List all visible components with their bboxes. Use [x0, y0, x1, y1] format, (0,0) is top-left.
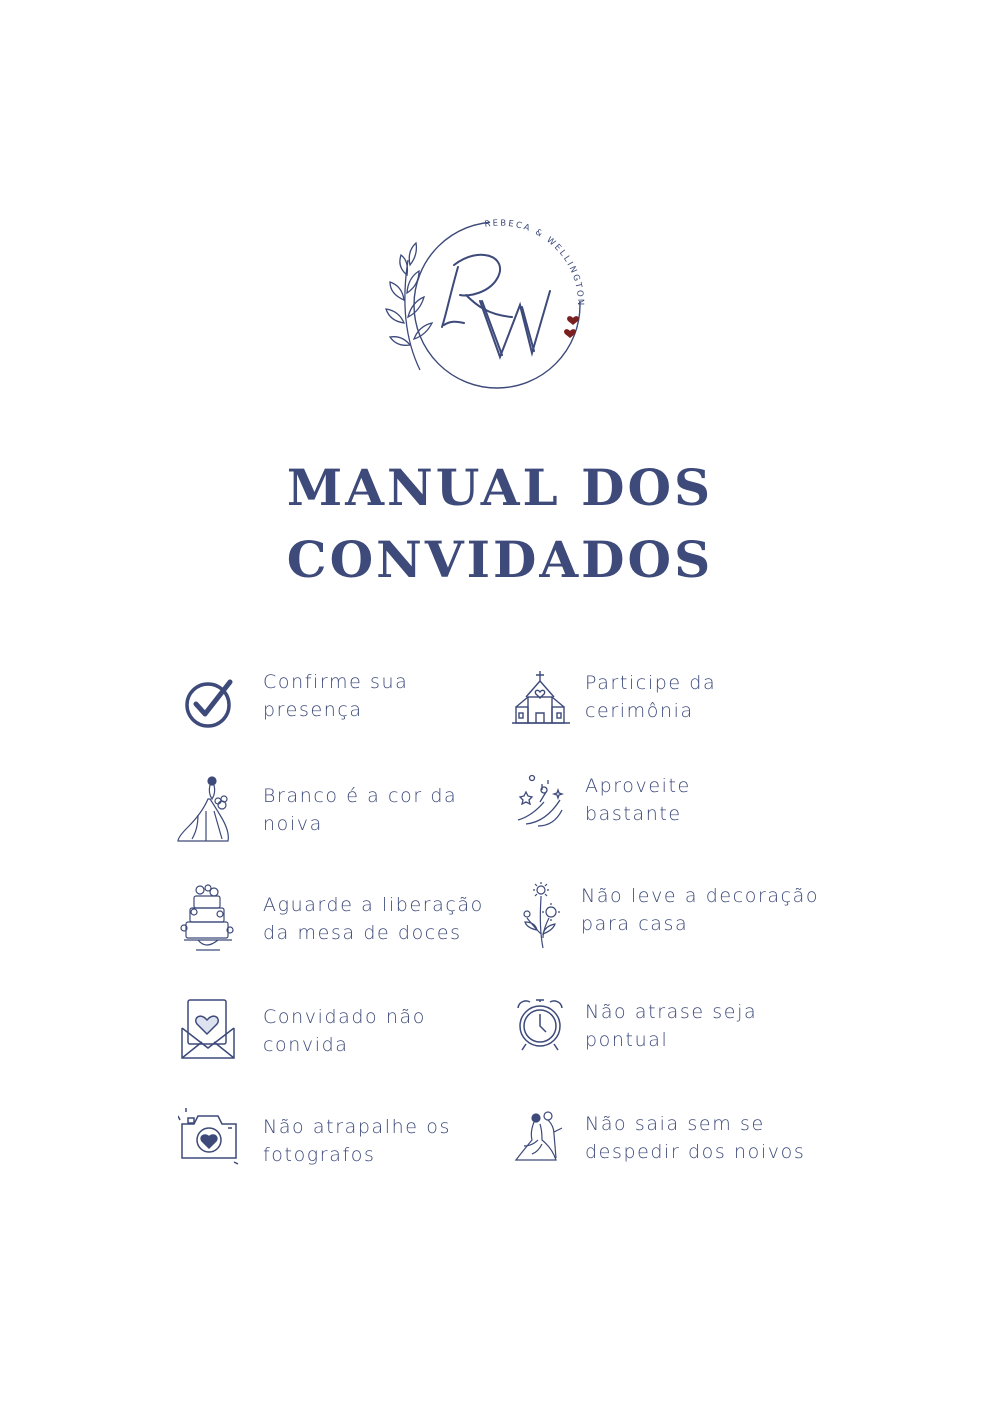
rule-text-line-1: Aguarde a liberação — [263, 894, 484, 916]
rule-text-line-1: Confirme sua — [263, 671, 409, 693]
rule-text-line-2: da mesa de doces — [263, 922, 462, 944]
rule-text-line-2: noiva — [263, 813, 323, 835]
cake-icon — [180, 884, 240, 956]
rule-item-ceremony — [512, 669, 842, 749]
rule-item-enjoy — [512, 772, 842, 852]
monogram-logo — [380, 205, 590, 395]
couple-icon — [514, 1110, 574, 1182]
rule-text-line-1: Não saia sem se — [585, 1113, 765, 1135]
check-circle-icon — [178, 668, 238, 740]
rule-text-line-2: fotografos — [263, 1144, 376, 1166]
rule-text-line-2: cerimônia — [585, 700, 694, 722]
rule-text-line-1: Branco é a cor da — [263, 785, 458, 807]
fireworks-icon — [512, 772, 572, 844]
rule-text-line-1: Convidado não — [263, 1006, 426, 1028]
rule-item-photographers — [178, 1106, 508, 1186]
rule-text-line-2: presença — [263, 699, 363, 721]
rule-text-line-1: Não leve a decoração — [581, 885, 820, 907]
flower-icon — [515, 882, 575, 954]
rule-item-desserts — [180, 884, 510, 964]
chapel-icon — [512, 669, 572, 741]
rule-item-decoration — [515, 882, 845, 962]
rule-item-confirm — [178, 668, 508, 748]
alarm-clock-icon — [512, 998, 572, 1070]
rule-text-line-2: despedir dos noivos — [585, 1141, 806, 1163]
camera-heart-icon — [178, 1106, 238, 1178]
rule-text-line-2: para casa — [581, 913, 689, 935]
envelope-heart-icon — [180, 996, 240, 1068]
rule-text-line-2: convida — [263, 1034, 349, 1056]
monogram-logo-graphic — [380, 205, 590, 395]
rule-item-white-color — [176, 775, 506, 855]
rule-text-line-1: Não atrapalhe os — [263, 1116, 451, 1138]
rule-item-punctual — [512, 998, 842, 1078]
page-title-line-2: CONVIDADOS — [286, 530, 714, 589]
rule-text-line-1: Aproveite — [585, 775, 691, 797]
rule-item-farewell — [514, 1110, 844, 1190]
logo-arc-text: REBECA & WELLINGTON — [483, 218, 586, 308]
rule-item-invite — [180, 996, 510, 1076]
heart-icon — [567, 316, 579, 325]
bride-icon — [176, 775, 236, 847]
page-title-line-1: MANUAL DOS — [286, 458, 714, 517]
rule-text-line-2: pontual — [585, 1029, 669, 1051]
rule-text-line-2: bastante — [585, 803, 682, 825]
rule-text-line-1: Participe da — [585, 672, 717, 694]
rule-text-line-1: Não atrase seja — [585, 1001, 758, 1023]
